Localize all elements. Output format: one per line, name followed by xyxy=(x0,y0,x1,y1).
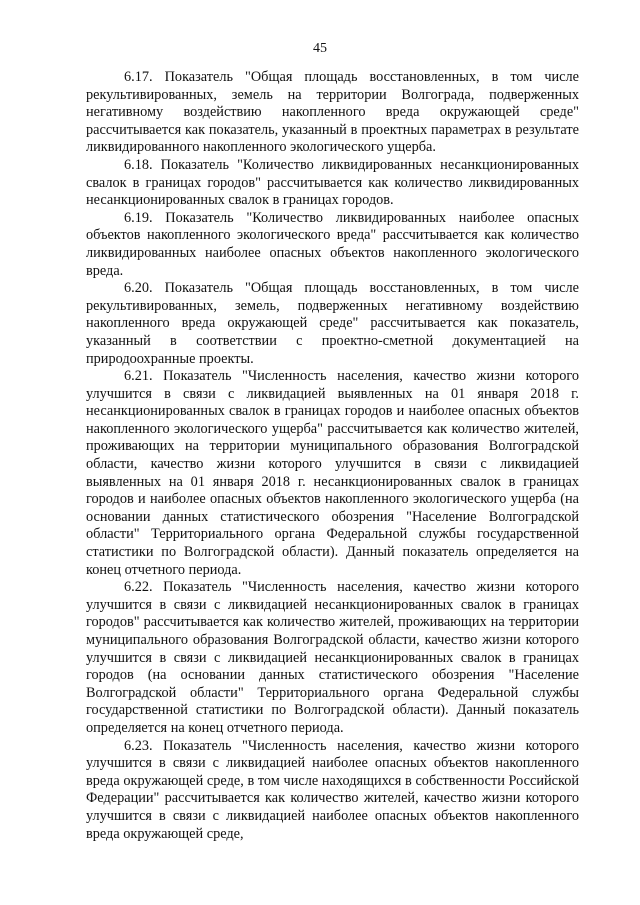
document-body xyxy=(86,69,579,843)
paragraph-6-20: 6.20. Показатель "Общая площадь восстановленных, в том числе рекультивированных, земель, подверженных негативному воздействию накопленного вреда окружающей среде" рассчитывается как показатель, указанный в соответствии с проектно-сметной документацией на природоохранные проекты. xyxy=(86,280,579,367)
paragraph-6-17: 6.17. Показатель "Общая площадь восстановленных, в том числе рекультивированных, земель на территории Волгограда, подверженных негативному воздействию накопленного вреда окружающей среде" рассчитывается как показатель, указанный в проектных параметрах в результате ликвидированного накопленного экологического ущерба. xyxy=(86,69,579,156)
page-number: 45 xyxy=(313,41,327,56)
paragraph-6-18: 6.18. Показатель "Количество ликвидированных несанкционированных свалок в границах городов" рассчитывается как количество ликвидированных несанкционированных свалок в границах городов. xyxy=(86,156,579,209)
paragraph-6-23: 6.23. Показатель "Численность населения, качество жизни которого улучшится в связи с ликвидацией наиболее опасных объектов накопленного вреда окружающей среде, в том числе находящихся в собственности Российской Федерации" рассчитывается как количество жителей, качество жизни которого улучшится в связи с ликвидацией наиболее опасных объектов накопленного вреда окружающей среде, xyxy=(86,737,579,842)
paragraph-6-19: 6.19. Показатель "Количество ликвидированных наиболее опасных объектов накопленного экологического вреда" рассчитывается как количество ликвидированных наиболее опасных объектов накопленного экологического вреда. xyxy=(86,209,579,279)
paragraph-6-22: 6.22. Показатель "Численность населения, качество жизни которого улучшится в связи с ликвидацией несанкционированных свалок в границах городов" рассчитывается как количество жителей, проживающих на территории муниципального образования Волгоградской области, качество жизни которого улучшится в связи с ликвидацией несанкционированных свалок в границах городов (на основании данных статистического обозрения "Население Волгоградской области" Территориального органа Федеральной службы государственной статистики по Волгоградской области). Данный показатель определяется на конец отчетного периода. xyxy=(86,579,579,736)
paragraph-6-21: 6.21. Показатель "Численность населения, качество жизни которого улучшится в связи с ликвидацией выявленных на 01 января 2018 г. несанкционированных свалок в границах городов и наиболее опасных объектов накопленного экологического ущерба" рассчитывается как количество жителей, проживающих на территории муниципального образования Волгоградской области, качество жизни которого улучшится в связи с ликвидацией выявленных на 01 января 2018 г. несанкционированных свалок в границах городов и наиболее опасных объектов накопленного экологического ущерба (на основании данных статистического обозрения "Население Волгоградской области" Территориального органа Федеральной службы государственной статистики по Волгоградской области). Данный показатель определяется на конец отчетного периода. xyxy=(86,368,579,578)
